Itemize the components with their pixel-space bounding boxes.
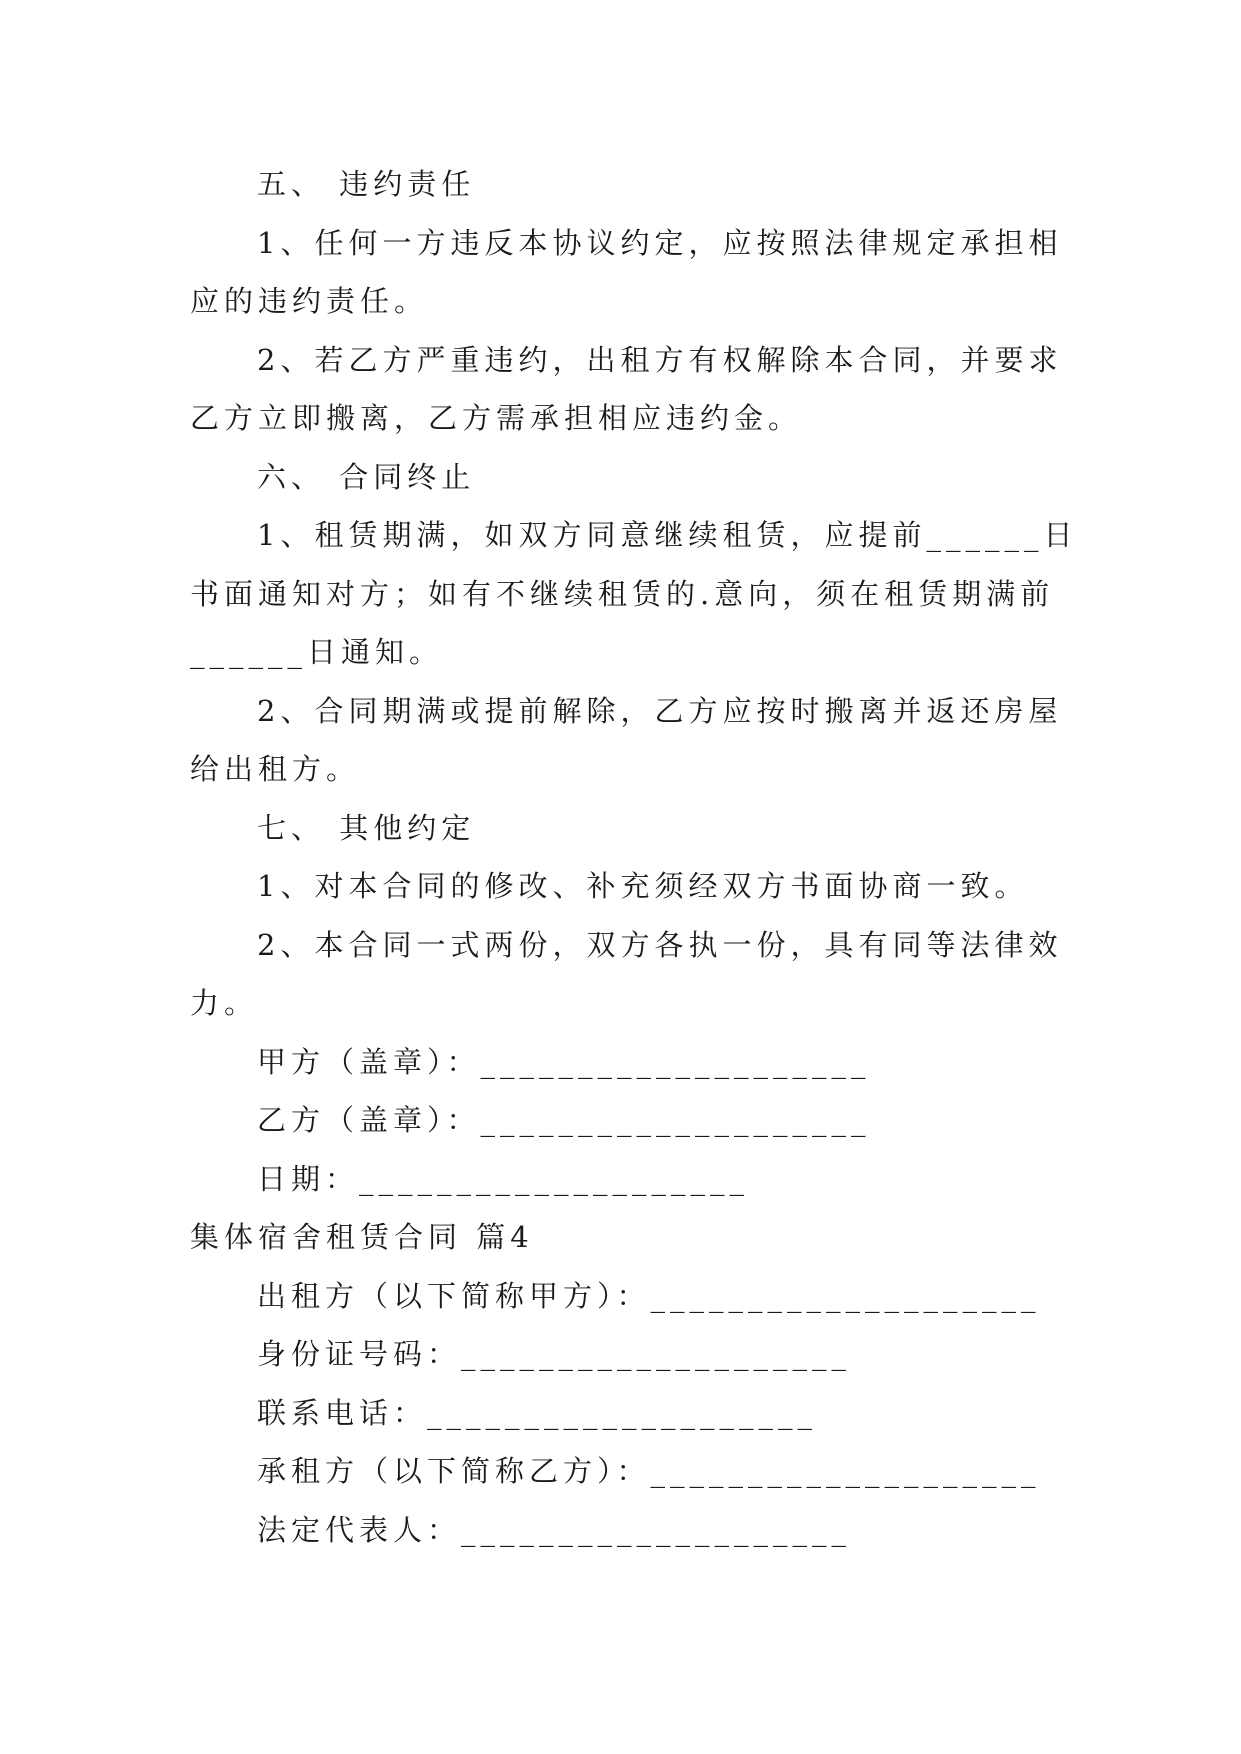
section-heading-breach: 五、 违约责任: [257, 167, 476, 201]
paragraph-line: 2、若乙方严重违约，出租方有权解除本合同，并要求: [257, 342, 1063, 377]
contract-title: 集体宿舍租赁合同 篇4: [190, 1220, 534, 1254]
section-heading-termination: 六、 合同终止: [257, 459, 476, 494]
paragraph-line: 应的违约责任。: [190, 284, 429, 318]
paragraph-line: 1、对本合同的修改、补充须经双方书面协商一致。: [257, 869, 1029, 903]
paragraph-line: ______日通知。: [190, 635, 444, 669]
paragraph-line: 1、任何一方违反本协议约定，应按照法律规定承担相: [257, 225, 1063, 260]
paragraph-line: 1、租赁期满，如双方同意继续租赁，应提前______日: [257, 518, 1078, 552]
legal-representative-field: 法定代表人：____________________: [257, 1512, 852, 1547]
lessor-field: 出租方（以下简称甲方）：____________________: [257, 1278, 1041, 1313]
phone-field: 联系电话：____________________: [257, 1395, 818, 1430]
section-heading-other: 七、 其他约定: [257, 810, 476, 845]
document-body: [190, 155, 1078, 1559]
paragraph-line: 乙方立即搬离，乙方需承担相应违约金。: [190, 401, 803, 435]
id-number-field: 身份证号码：____________________: [257, 1337, 852, 1371]
paragraph-line: 力。: [190, 986, 259, 1020]
lessee-field: 承租方（以下简称乙方）：____________________: [257, 1454, 1041, 1488]
signature-party-b: 乙方（盖章）：____________________: [257, 1103, 871, 1137]
paragraph-line: 给出租方。: [190, 752, 361, 786]
paragraph-line: 2、合同期满或提前解除，乙方应按时搬离并返还房屋: [257, 693, 1063, 728]
paragraph-line: 2、本合同一式两份，双方各执一份，具有同等法律效: [257, 927, 1063, 962]
signature-date: 日期：____________________: [257, 1161, 750, 1196]
paragraph-line: 书面通知对方；如有不继续租赁的.意向，须在租赁期满前: [190, 576, 1055, 611]
signature-party-a: 甲方（盖章）：____________________: [257, 1044, 871, 1079]
